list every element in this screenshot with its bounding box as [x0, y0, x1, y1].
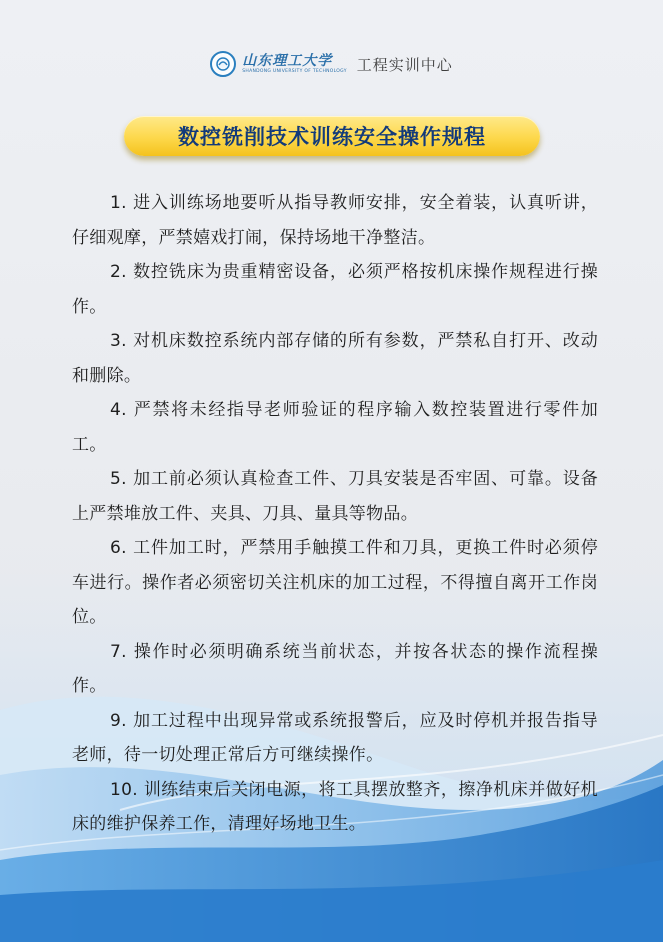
page-header	[0, 44, 663, 84]
university-name-cn: 山东理工大学	[242, 53, 333, 69]
rule-item: 7. 操作时必须明确系统当前状态，并按各状态的操作流程操作。	[72, 641, 598, 696]
rule-item: 9. 加工过程中出现异常或系统报警后，应及时停机并报告指导老师，待一切处理正常后方可继续操作。	[72, 710, 598, 765]
rule-item: 1. 进入训练场地要听从指导教师安排，安全着装，认真听讲，仔细观摩，严禁嬉戏打闹，保持场地干净整洁。	[72, 193, 598, 248]
university-logo	[242, 53, 347, 75]
page-title: 数控铣削技术训练安全操作规程	[178, 125, 486, 149]
rule-item: 2. 数控铣床为贵重精密设备，必须严格按机床操作规程进行操作。	[72, 262, 598, 317]
rule-item: 10. 训练结束后关闭电源，将工具摆放整齐，擦净机床并做好机床的维护保养工作，清理好场地卫生。	[72, 779, 598, 834]
training-center-name: 工程实训中心	[356, 55, 453, 74]
rule-item: 6. 工件加工时，严禁用手触摸工件和刀具，更换工件时必须停车进行。操作者必须密切关注机床的加工过程，不得擅自离开工作岗位。	[72, 538, 598, 627]
university-name-en: SHANDONG UNIVERSITY OF TECHNOLOGY	[242, 69, 347, 74]
university-emblem-icon	[210, 51, 236, 77]
rule-item: 4. 严禁将未经指导老师验证的程序输入数控装置进行零件加工。	[72, 400, 598, 455]
rule-item: 5. 加工前必须认真检查工件、刀具安装是否牢固、可靠。设备上严禁堆放工件、夹具、刀具、量具等物品。	[72, 469, 598, 524]
title-banner	[124, 116, 540, 156]
rule-item: 3. 对机床数控系统内部存储的所有参数，严禁私自打开、改动和删除。	[72, 331, 598, 386]
rules-list	[72, 186, 598, 842]
